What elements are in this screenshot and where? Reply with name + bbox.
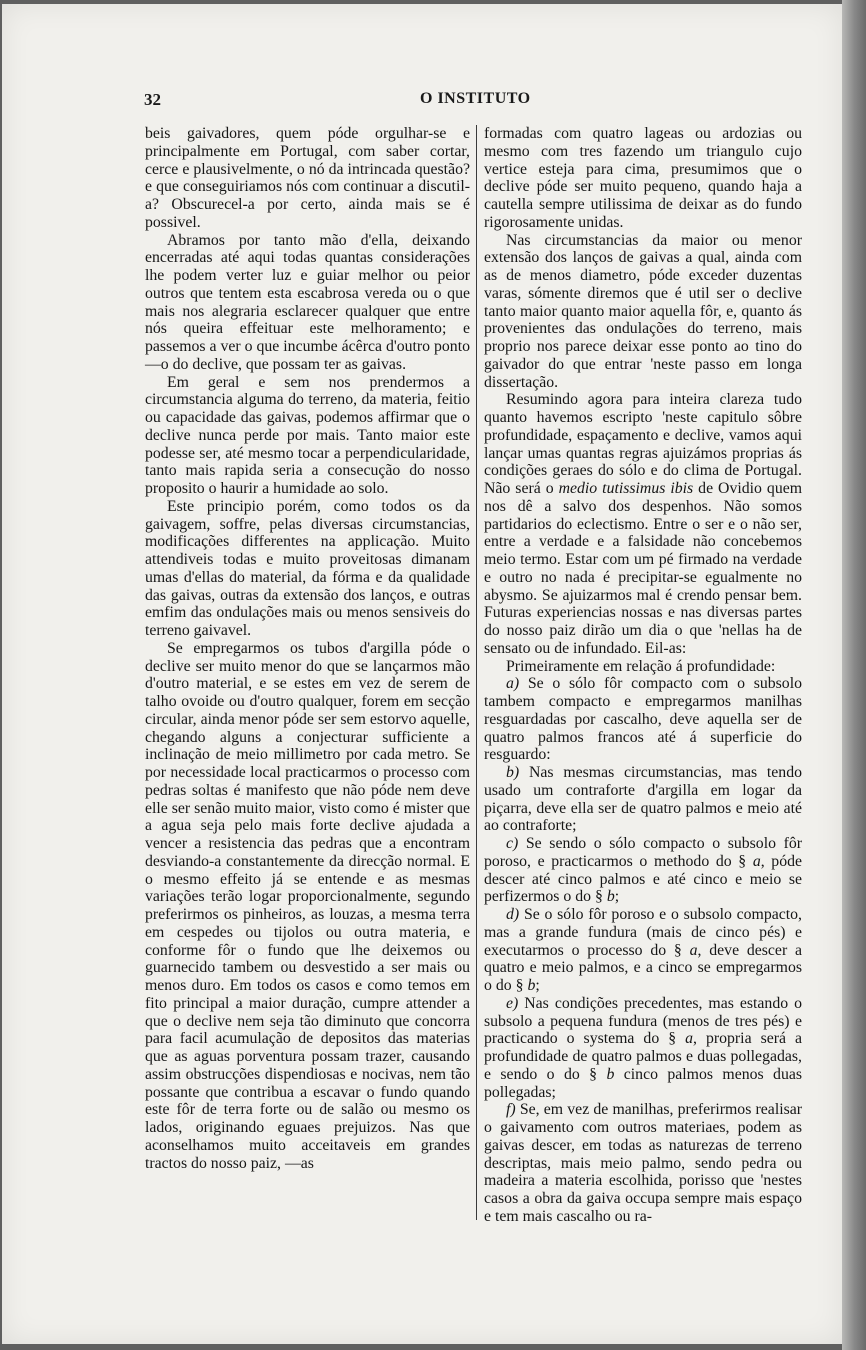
rule-item-a (484, 675, 802, 764)
paragraph (484, 391, 802, 657)
text-run: , póde descer até cinco palmos e até cinco e meio se perfizermos o do § (484, 852, 803, 906)
section-ref: a (752, 852, 761, 870)
item-label: a) (506, 675, 520, 693)
paragraph: beis gaivadores, quem póde orgulhar-se e principalmente em Portugal, com saber cortar, cerce e plausivelmente, o nó da intrincada questão? e que conseguiriamos nós com continuar a discutil-a? Obscurecel-a por certo, ainda mais se é possivel. (145, 125, 470, 231)
text-run: Se o sólo fôr compacto com o subsolo tambem compacto e empregarmos manilhas resguardadas por cascalho, deve aquella ser de quatro palmos francos até á superficie do resguardo: (484, 675, 802, 764)
item-label: e) (506, 994, 519, 1012)
book-page (2, 4, 842, 1344)
text-run: Nas mesmas circumstancias, mas tendo usado um contraforte d'argilla em logar da piçarra, deve ella ser de quatro palmos e meio até ao contraforte; (484, 764, 802, 835)
section-ref: a (685, 1030, 694, 1048)
item-label: c) (506, 835, 519, 852)
section-ref: b (527, 977, 536, 994)
paragraph: formadas com quatro lageas ou ardozias ou mesmo com tres fazendo um triangulo cujo vertice esteja para cima, presumimos que o declive póde ser muito pequeno, quando haja a cautella sempre utilissima de deixar as do fundo rigorosamente unidas. (484, 125, 802, 231)
rule-item-b (484, 764, 802, 835)
text-run: Resumindo agora para inteira clareza tudo quanto havemos escripto 'neste capitulo sôbre profundidade, espaçamento e declive, vamos aqui lançar umas quantas regras ajuizámos proprias ás condições geraes do sólo e do clima de Portugal. Não será o (484, 391, 802, 497)
section-ref: a (689, 941, 698, 959)
left-column (145, 125, 470, 1172)
page-number: 32 (144, 90, 161, 109)
rule-item-e (484, 995, 802, 1102)
text-run: , deve descer a quatro e meio palmos, e a cinco se empregarmos o do § (484, 941, 803, 994)
paragraph: Este principio porém, como todos os da gaivagem, soffre, pelas diversas circumstancias, modificações differentes na applicação. Muito attendiveis todas e muito proveitosas dimanam umas d'ellas do material, da fórma e da qualidade das gaivas, outras da extensão dos lanços, e outras emfim das ondulações mais ou menos sensiveis do terreno gaivavel. (145, 497, 470, 639)
paragraph: Nas circumstancias da maior ou menor extensão dos lanços de gaivas a qual, ainda com as de menos diametro, póde exceder duzentas varas, sómente diremos que é util ser o declive tanto maior quanto maior aquella fôr, e, quanto ás provenientes das ondulações do terreno, mais proprio nos parece deixar esse ponto ao tino do gaivador do que entrar 'neste passo em longa dissertação. (484, 231, 802, 391)
text-run: ; (614, 888, 620, 906)
text-run: Se o sólo fôr poroso e o subsolo compacto, mas a grande fundura (mais de cinco pés) e executarmos o processo do § (484, 906, 802, 959)
text-run: Se sendo o sólo compacto o subsolo fôr poroso, e practicarmos o methodo do § (484, 835, 802, 870)
page-edge (842, 0, 866, 1350)
item-label: d) (506, 906, 520, 923)
paragraph: Em geral e sem nos prendermos a circumstancia alguma do terreno, da materia, feitio ou capacidade das gaivas, podemos affirmar que o declive nunca perde por mais. Tanto maior este podesse ser, até mesmo tocar a perpendicularidade, tanto mais rapida seria a consecução do nosso proposito o haurir a humidade ao solo. (145, 373, 470, 497)
text-run: ; (535, 977, 540, 994)
text-run: de Ovidio quem nos dê a salvo dos despenhos. Não somos partidarios do eclectismo. Entre o ser e o não ser, entre a verdade e a falsidade não concebemos meio termo. Estar com um pé firmado na verdade e outro no nada é precipitar-se egualmente no abysmo. Se ajuizarmos mal é crendo pensar bem. Futuras experiencias nossas e nas diversas partes do nosso paiz dirão um dia o que 'nellas ha de sensato ou de infundado. Eil-as: (484, 480, 803, 657)
item-label: b) (506, 764, 520, 781)
running-title: O INSTITUTO (420, 90, 531, 107)
paragraph: Se empregarmos os tubos d'argilla póde o declive ser muito menor do que se lançarmos mão d'outro material, e se estes em vez de serem de talho ovoide ou d'outro qualquer, forem em secção circular, ainda menor póde ser sem estorvo aquelle, chegando alguns a conjecturar sufficiente a inclinação de meio millimetro por cada metro. Se por necessidade local practicarmos o processo com pedras soltas é manifesto que não póde nem deve elle ser senão muito maior, visto como é mister que a agua seja pelo mais forte declive ajudada a vencer a resistencia das pedras que a encontram desviando-a constantemente da direcção normal. E o mesmo effeito já se entende e as mesmas variações terão logar proporcionalmente, segundo preferirmos os pinheiros, as louzas, a mesma terra em cespedes ou tijolos ou outra materia, e conforme fôr o fundo que lhe deixemos ou guarnecido tambem ou desvestido a ser mais ou menos duro. Em todos os casos e como temos em fito principal a maior duração, cumpre attender a que o declive nem seja tão diminuto que concorra para facil acumulação de depositos das materias que as aguas porventura possam trazer, causando assim obstrucções dispendiosas e nocivas, nem tão possante que contribua a escavar o fundo quando este fôr de terra forte ou de salão ou mesmo os lados, originando eguaes prejuizos. Nas que aconselhamos muito acceitaveis em grandes tractos do nosso paiz, —as (145, 639, 470, 1172)
text-run: Nas condições precedentes, mas estando o subsolo a pequena fundura (menos de tres pés) e practicando o systema do § (484, 994, 802, 1048)
latin-quote: medio tutissimus ibis (558, 480, 694, 497)
page-header (2, 90, 842, 114)
right-column (484, 125, 802, 1226)
rule-item-c (484, 835, 802, 906)
item-label: f) (506, 1101, 516, 1119)
text-run: , propria será a profundidade de quatro palmos e duas pollegadas, e sendo o do § (484, 1030, 803, 1083)
text-run: cinco palmos menos duas pollegadas; (484, 1065, 803, 1101)
column-divider (476, 125, 477, 1220)
paragraph: Primeiramente em relação á profundidade: (506, 657, 776, 675)
paragraph: Abramos por tanto mão d'ella, deixando encerradas até aqui todas quantas considerações lhe podem verter luz e guiar melhor ou peior outros que tentem esta escabrosa vereda ou o que mais nos alegraria esclarecer qualquer que entre nós queira effeituar este melhoramento; e passemos a ver o que incumbe ácêrca d'outro ponto—o do declive, que possam ter as gaivas. (145, 231, 470, 373)
rule-item-f (484, 1101, 802, 1225)
section-ref: b (606, 888, 615, 906)
rule-item-d (484, 906, 802, 995)
section-ref: b (606, 1065, 615, 1083)
text-run: Se, em vez de manilhas, preferirmos realisar o gaivamento com outros materiaes, podem as gaivas descer, em todas as naturezas de terreno descriptas, mais meio palmo, sendo pedra ou madeira a materia escolhida, porisso que 'nestes casos a obra da gaiva occupa sempre mais espaço e tem mais cascalho ou ra- (484, 1101, 803, 1225)
